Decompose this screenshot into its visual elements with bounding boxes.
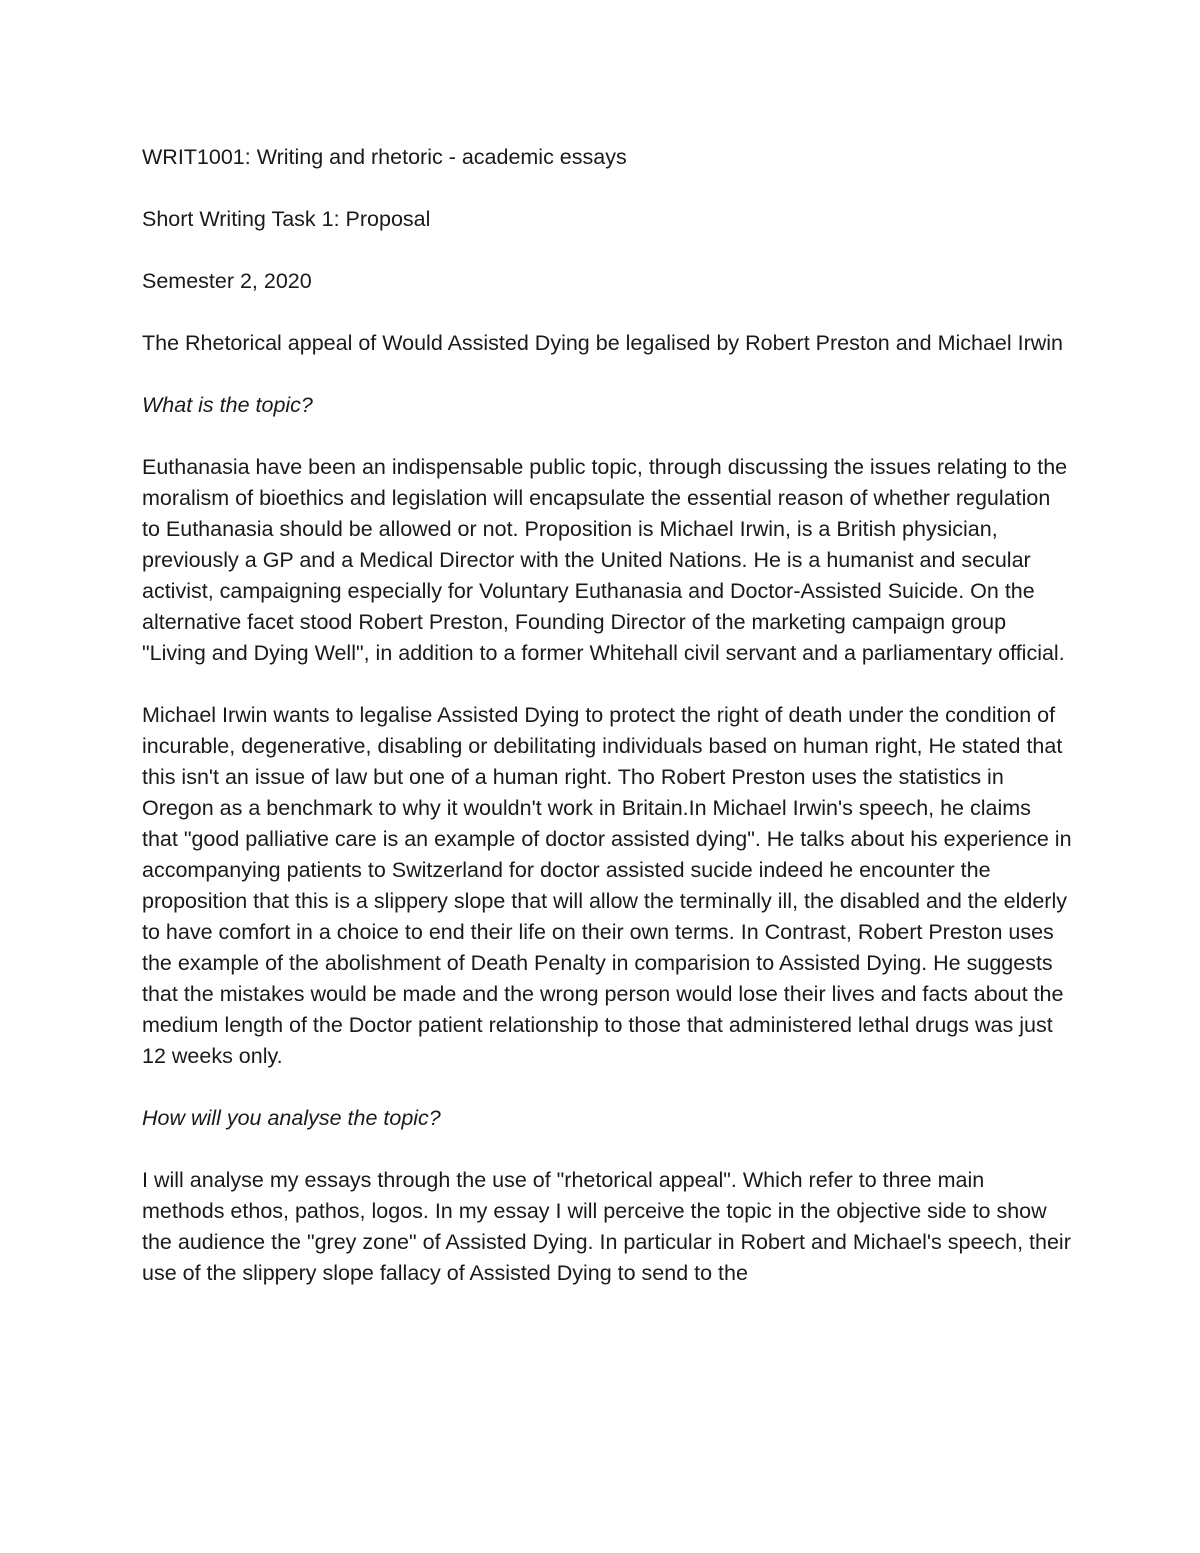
essay-title: The Rhetorical appeal of Would Assisted Dying be legalised by Robert Preston and Michael Irwin <box>142 331 1064 355</box>
task-title: Short Writing Task 1: Proposal <box>142 207 431 231</box>
semester-label: Semester 2, 2020 <box>142 269 312 293</box>
topic-paragraph-1: Euthanasia have been an indispensable public topic, through discussing the issues relating to the moralism of bioethics and legislation will encapsulate the essential reason of whether regulation to Euthanasia should be allowed or not. Proposition is Michael Irwin, is a British physician, previously a GP and a Medical Director with the United Nations. He is a humanist and secular activist, campaigning especially for Voluntary Euthanasia and Doctor-Assisted Suicide. On the alternative facet stood Robert Preston, Founding Director of the marketing campaign group "Living and Dying Well", in addition to a former Whitehall civil servant and a parliamentary official. <box>142 455 1068 665</box>
topic-paragraph-2: Michael Irwin wants to legalise Assisted Dying to protect the right of death under the condition of incurable, degenerative, disabling or debilitating individuals based on human right, He stated that this isn't an issue of law but one of a human right. Tho Robert Preston uses the statistics in Oregon as a benchmark to why it wouldn't work in Britain.In Michael Irwin's speech, he claims that "good palliative care is an example of doctor assisted dying". He talks about his experience in accompanying patients to Switzerland for doctor assisted sucide indeed he encounter the proposition that this is a slippery slope that will allow the terminally ill, the disabled and the elderly to have comfort in a choice to end their life on their own terms. In Contrast, Robert Preston uses the example of the abolishment of Death Penalty in comparision to Assisted Dying. He suggests that the mistakes would be made and the wrong person would lose their lives and facts about the medium length of the Doctor patient relationship to those that administered lethal drugs was just 12 weeks only. <box>142 703 1072 1068</box>
topic-heading: What is the topic? <box>142 393 313 417</box>
analysis-heading: How will you analyse the topic? <box>142 1106 441 1130</box>
document-page <box>142 142 1072 1320</box>
course-title: WRIT1001: Writing and rhetoric - academic essays <box>142 145 627 169</box>
analysis-paragraph: I will analyse my essays through the use of "rhetorical appeal". Which refer to three main methods ethos, pathos, logos. In my essay I will perceive the topic in the objective side to show the audience the "grey zone" of Assisted Dying. In particular in Robert and Michael's speech, their use of the slippery slope fallacy of Assisted Dying to send to the <box>142 1168 1071 1285</box>
